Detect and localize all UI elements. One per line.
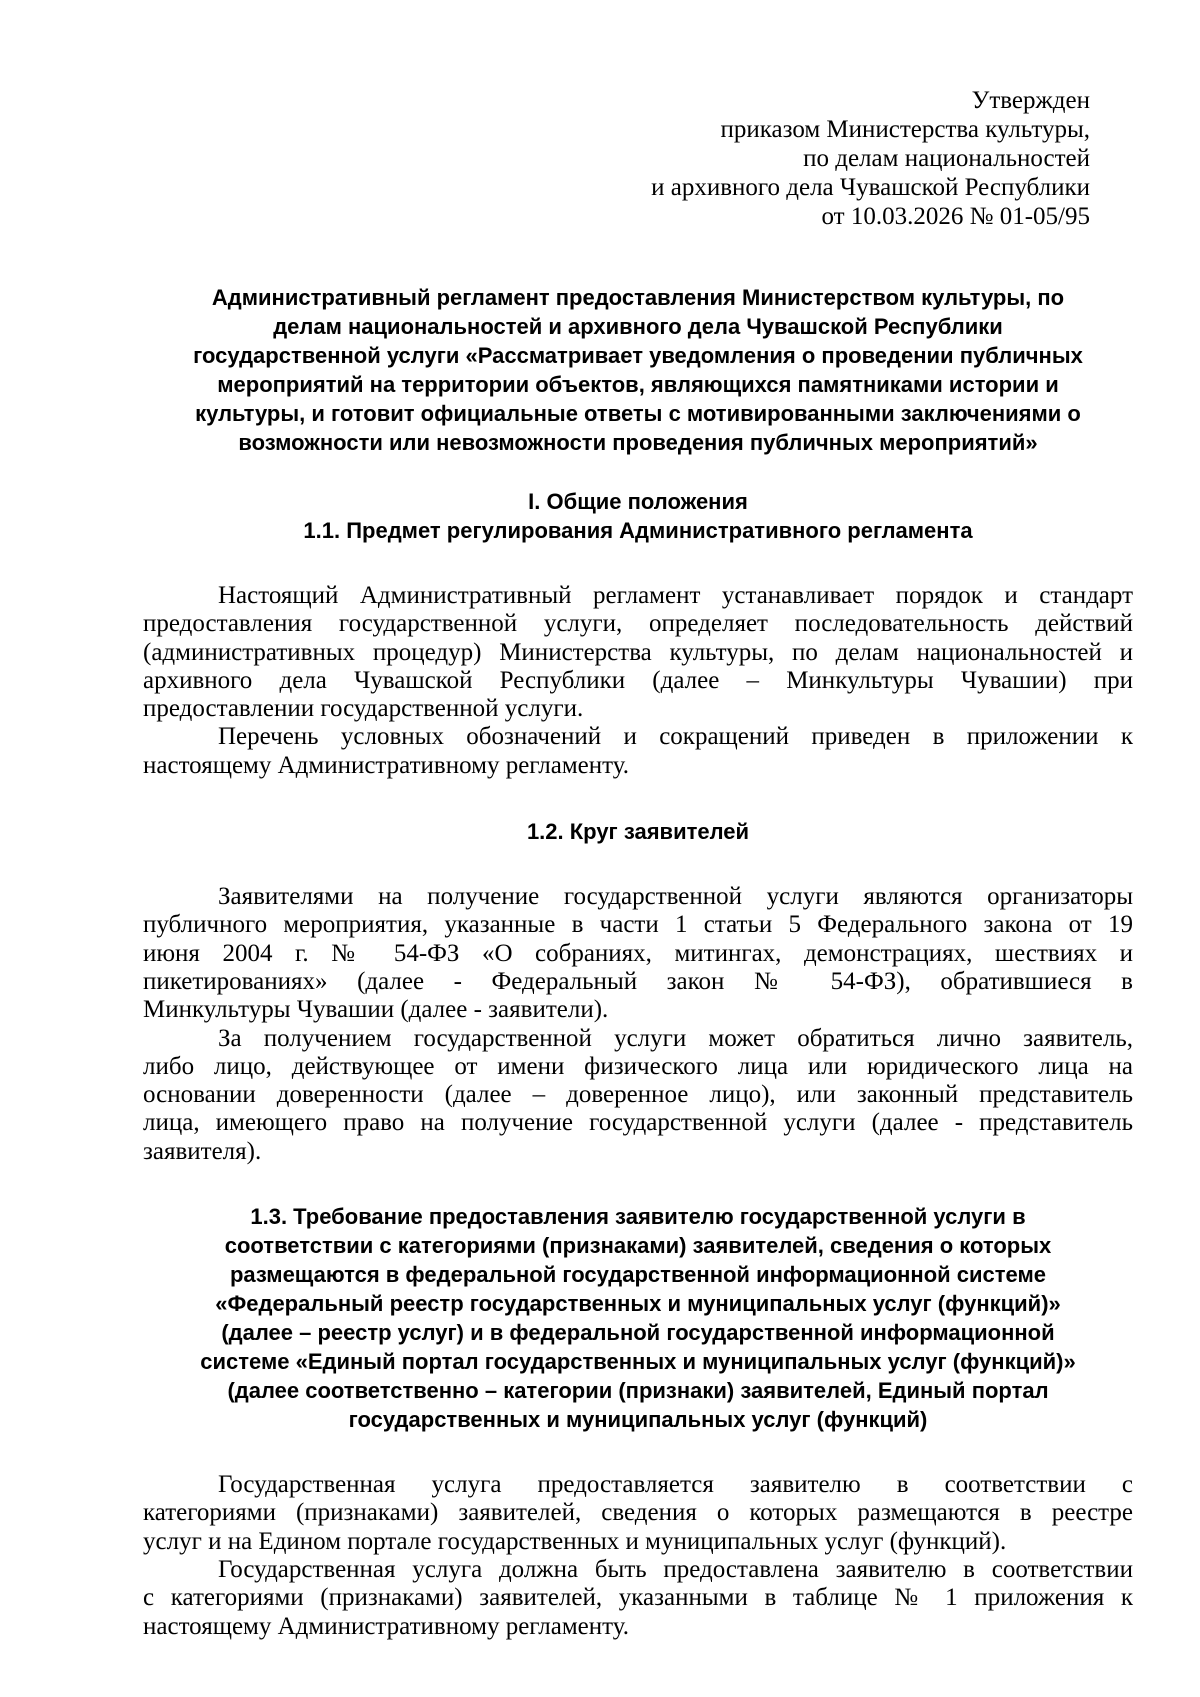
text-line: Минкультуры Чувашии (далее - заявители). — [143, 996, 609, 1024]
text-line: (административных процедур) Министерства культуры, по делам национальностей и — [143, 638, 1133, 666]
heading-line: (далее соответственно – категории (признаки) заявителей, Единый портал — [227, 1378, 1049, 1404]
subsection-heading-1-2: 1.2. Круг заявителей — [526, 819, 750, 845]
text-line: Заявителями на получение государственной услуги являются организаторы — [218, 883, 1133, 911]
approval-line: приказом Министерства культуры, — [720, 116, 1090, 143]
text-line: предоставлении государственной услуги. — [143, 695, 584, 723]
paragraph-applicants — [143, 883, 1133, 1024]
text-line: услуг и на Едином портале государственных и муниципальных услуг (функций). — [143, 1527, 1007, 1555]
title-line: мероприятий на территории объектов, являющихся памятниками истории и — [217, 372, 1059, 397]
text-line: июня 2004 г. № 54-ФЗ «О собраниях, митингах, демонстрациях, шествиях и — [143, 939, 1133, 967]
text-line: категориями (признаками) заявителей, сведения о которых размещаются в реестре — [143, 1499, 1133, 1527]
heading-line: «Федеральный реестр государственных и муниципальных услуг (функций)» — [215, 1291, 1061, 1317]
text-line: настоящему Административному регламенту. — [143, 1612, 629, 1640]
paragraph-service-categories — [143, 1471, 1133, 1556]
title-line: делам национальностей и архивного дела Чувашской Республики — [273, 314, 1003, 339]
subsection-heading-1-3 — [143, 1202, 1133, 1434]
approval-line: от 10.03.2026 № 01-05/95 — [821, 203, 1090, 230]
text-line: публичного мероприятия, указанные в части 1 статьи 5 Федерального закона от 19 — [143, 911, 1133, 939]
text-line: либо лицо, действующее от имени физического лица или юридического лица на — [143, 1052, 1133, 1080]
paragraph-representatives — [143, 1025, 1133, 1166]
paragraph-regulation-subject — [143, 582, 1133, 723]
document-body — [143, 283, 1133, 1641]
text-line: основании доверенности (далее – доверенное лицо), или законный представитель — [143, 1081, 1133, 1109]
text-line: Перечень условных обозначений и сокращений приведен в приложении к — [218, 723, 1133, 751]
title-line: государственной услуги «Рассматривает уведомления о проведении публичных — [193, 343, 1083, 368]
text-line: с категориями (признаками) заявителей, указанными в таблице № 1 приложения к — [143, 1584, 1133, 1612]
approval-line: и архивного дела Чувашской Республики — [651, 174, 1090, 201]
text-line: Настоящий Административный регламент устанавливает порядок и стандарт — [218, 582, 1133, 609]
text-line: лица, имеющего право на получение государственной услуги (далее - представитель — [143, 1109, 1133, 1137]
approval-line: Утвержден — [971, 87, 1090, 114]
heading-line: государственных и муниципальных услуг (функций) — [348, 1407, 928, 1433]
section-heading-general: I. Общие положения — [528, 489, 748, 514]
text-line: За получением государственной услуги может обратиться лично заявитель, — [218, 1024, 1133, 1052]
heading-line: 1.3. Требование предоставления заявителю государственной услуги в — [250, 1204, 1026, 1230]
heading-line: размещаются в федеральной государственной информационной системе — [229, 1262, 1047, 1288]
document-title — [143, 283, 1133, 457]
title-line: Административный регламент предоставления Министерством культуры, по — [211, 285, 1065, 310]
subsection-heading-1-1: 1.1. Предмет регулирования Административного регламента — [303, 518, 973, 543]
text-line: Государственная услуга предоставляется заявителю в соответствии с — [218, 1471, 1133, 1499]
title-line: культуры, и готовит официальные ответы с мотивированными заключениями о — [195, 401, 1081, 426]
text-line: настоящему Административному регламенту. — [143, 751, 629, 779]
text-line: пикетированиях» (далее - Федеральный закон № 54-ФЗ), обратившиеся в — [143, 967, 1133, 995]
text-line: Государственная услуга должна быть предоставлена заявителю в соответствии — [218, 1555, 1133, 1583]
approval-stamp — [570, 86, 1090, 231]
heading-line: соответствии с категориями (признаками) заявителей, сведения о которых — [224, 1233, 1052, 1259]
text-line: предоставления государственной услуги, определяет последовательность действий — [143, 610, 1133, 638]
title-line: возможности или невозможности проведения публичных мероприятий» — [238, 430, 1038, 455]
approval-line: по делам национальностей — [803, 145, 1090, 172]
heading-line: системе «Единый портал государственных и муниципальных услуг (функций)» — [200, 1349, 1076, 1375]
text-line: заявителя). — [143, 1137, 262, 1165]
paragraph-service-table — [143, 1556, 1133, 1641]
text-line: архивного дела Чувашской Республики (далее – Минкультуры Чувашии) при — [143, 666, 1133, 694]
paragraph-abbreviations — [143, 723, 1133, 780]
heading-line: (далее – реестр услуг) и в федеральной государственной информационной — [221, 1320, 1055, 1346]
